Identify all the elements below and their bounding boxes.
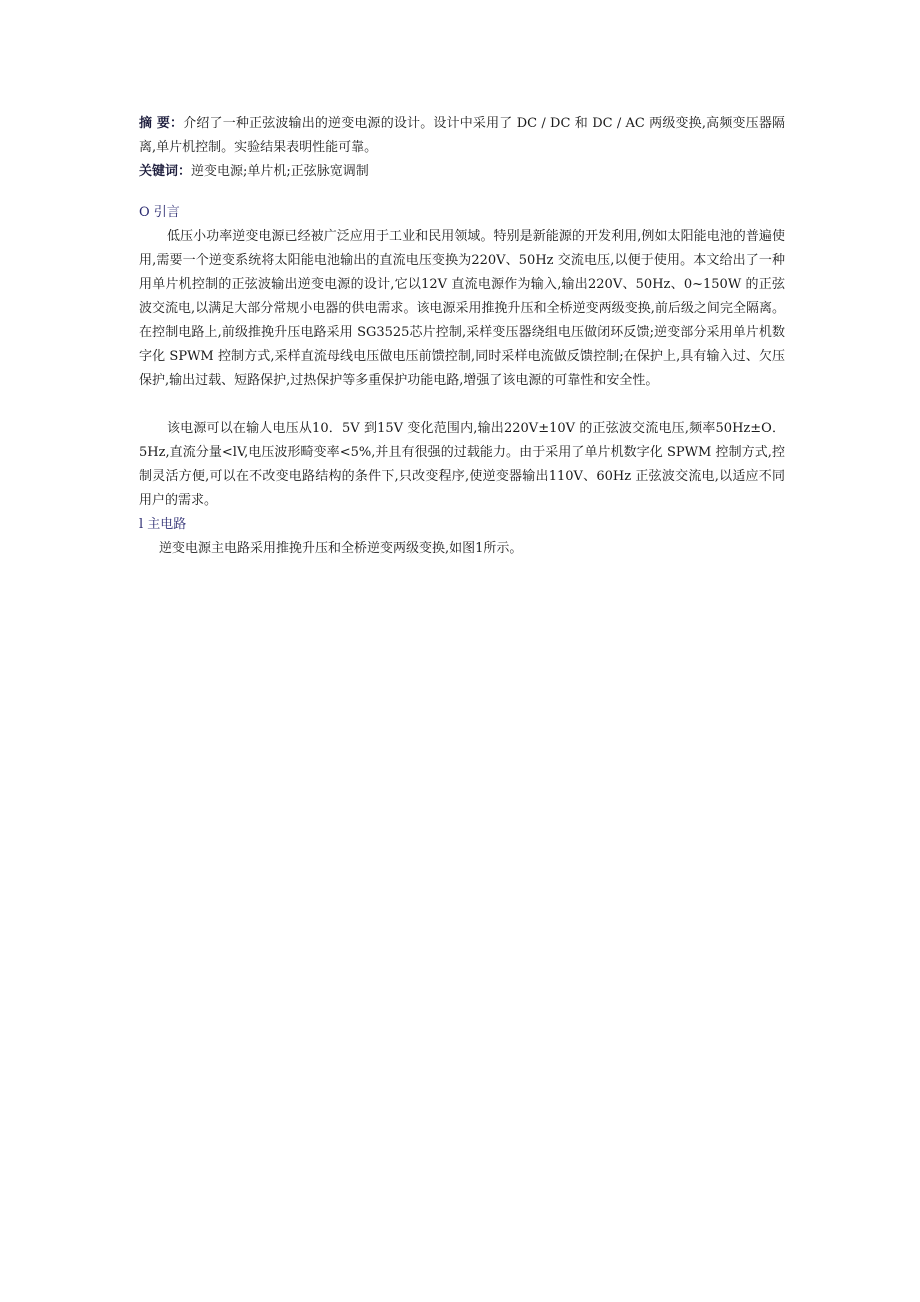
section-heading-main-circuit: l 主电路 <box>139 517 187 532</box>
abstract-text: 介绍了一种正弦波输出的逆变电源的设计。设计中采用了 DC / DC 和 DC / AC 两级变换,高频变压器隔离,单片机控制。实验结果表明性能可靠。 <box>139 116 785 155</box>
intro-paragraph-1: 低压小功率逆变电源已经被广泛应用于工业和民用领域。特别是新能源的开发利用,例如太阳能电池的普遍使用,需要一个逆变系统将太阳能电池输出的直流电压变换为220V、50Hz 交流电压,以便于使用。本文给出了一种用单片机控制的正弦波输出逆变电源的设计,它以12V 直流电源作为输入,输出220V、50Hz、0~150W 的正弦波交流电,以满足大部分常规小电器的供电需求。该电源采用推挽升压和全桥逆变两级变换,前后级之间完全隔离。在控制电路上,前级推挽升压电路采用 SG3525芯片控制,采样变压器绕组电压做闭环反馈;逆变部分采用单片机数字化 SPWM 控制方式,采样直流母线电压做电压前馈控制,同时采样电流做反馈控制;在保护上,具有输入过、欠压保护,输出过载、短路保护,过热保护等多重保护功能电路,增强了该电源的可靠性和安全性。 <box>139 229 785 388</box>
keywords <box>139 160 785 184</box>
intro-paragraph-2: 该电源可以在输人电压从10．5V 到15V 变化范围内,输出220V±10V 的正弦波交流电压,频率50Hz±O．5Hz,直流分量<lV,电压波形畸变率<5%,并且有很强的过载能力。由于采用了单片机数字化 SPWM 控制方式,控制灵活方便,可以在不改变电路结构的条件下,只改变程序,使逆变器输出110V、60Hz 正弦波交流电,以适应不同用户的需求。 <box>139 421 785 508</box>
abstract <box>139 112 785 160</box>
section-heading-introduction: O 引言 <box>139 205 180 220</box>
main-circuit-paragraph-1: 逆变电源主电路采用推挽升压和全桥逆变两级变换,如图1所示。 <box>159 541 523 556</box>
keywords-text: 逆变电源;单片机;正弦脉宽调制 <box>191 164 369 179</box>
abstract-label: 摘 要： <box>139 116 184 131</box>
document-page <box>139 112 785 561</box>
keywords-label: 关键词： <box>139 164 192 179</box>
